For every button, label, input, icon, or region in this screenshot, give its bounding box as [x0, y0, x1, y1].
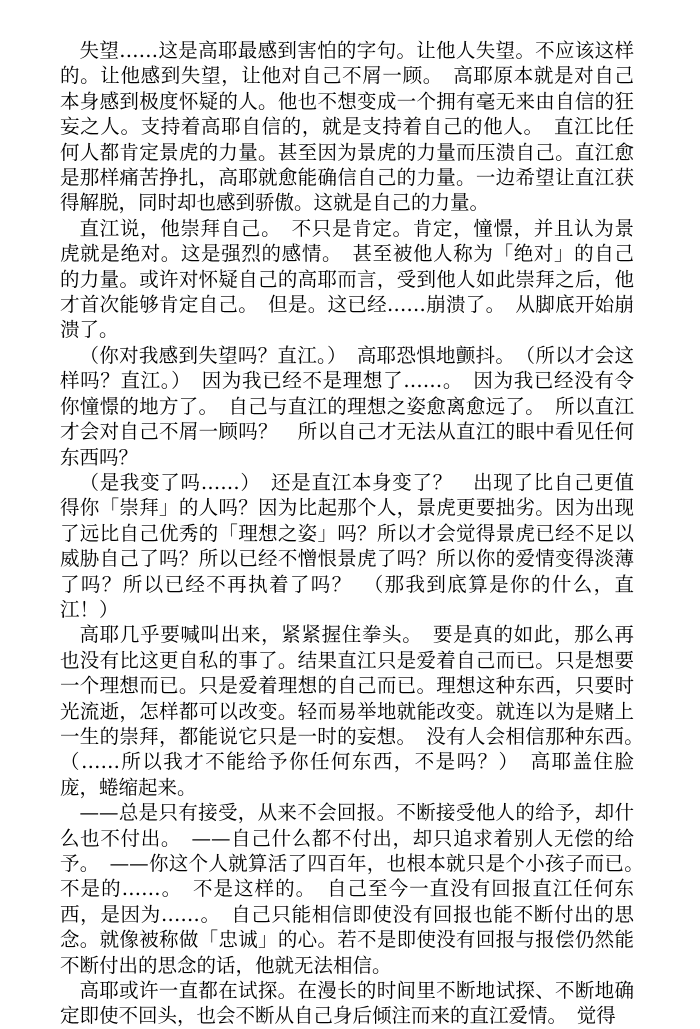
paragraph: （你对我感到失望吗？直江。） 高耶恐惧地颤抖。 （所以才会这样吗？直江。） 因为我已经不是理想了……。 因为我已经没有令你憧憬的地方了。 自己与直江的理想之姿愈离愈远了。 所以直江才会对自己不屑一顾吗？ 所以自己才无法从直江的眼中看见任何东西吗？ [60, 343, 634, 469]
paragraph: （是我变了吗……） 还是直江本身变了？ 出现了比自己更值得你「崇拜」的人吗？因为比起那个人，景虎更要拙劣。因为出现了远比自己优秀的「理想之姿」吗？所以才会觉得景虎已经不足以威胁自己了吗？所以已经不憎恨景虎了吗？所以你的爱情变得淡薄了吗？所以已经不再执着了吗？ （那我到底算是你的什么，直江！） [60, 470, 634, 621]
paragraph: ——总是只有接受，从来不会回报。不断接受他人的给予，却什么也不付出。 ——自己什么都不付出，却只追求着别人无偿的给予。 ——你这个人就算活了四百年，也根本就只是个小孩子而已。 不是的……。 不是这样的。 自己至今一直没有回报直江任何东西，是因为……。 自己只能相信即使没有回报也能不断付出的思念。就像被称做「忠诚」的心。若不是即使没有回报与报偿仍然能不断付出的思念的话，他就无法相信。 [60, 801, 654, 977]
paragraph: 直江说，他崇拜自己。 不只是肯定。肯定，憧憬，并且认为景虎就是绝对。这是强烈的感情。 甚至被他人称为「绝对」的自己的力量。或许对怀疑自己的高耶而言，受到他人如此崇拜之后，他才首次能够肯定自己。 但是。这已经……崩溃了。 从脚底开始崩溃了。 [60, 216, 634, 342]
paragraph: 高耶或许一直都在试探。在漫长的时间里不断地试探、不断地确定即使不回头，也会不断从自己身后倾注而来的直江爱情。 觉得 [60, 979, 634, 1028]
paragraph: 高耶几乎要喊叫出来，紧紧握住拳头。 要是真的如此，那么再也没有比这更自私的事了。结果直江只是爱着自己而已。只是想要一个理想而已。只是爱着理想的自己而已。理想这种东西，只要时光流逝，怎样都可以改变。轻而易举地就能改变。就连以为是赌上一生的崇拜，都能说它只是一时的妄想。 没有人会相信那种东西。 （……所以我才不能给予你任何东西，不是吗？） 高耶盖住脸庞，蜷缩起来。 [60, 623, 654, 799]
document-page [60, 38, 654, 1028]
paragraph: 失望……这是高耶最感到害怕的字句。让他人失望。不应该这样的。让他感到失望，让他对自己不屑一顾。 高耶原本就是对自己本身感到极度怀疑的人。他也不想变成一个拥有毫无来由自信的狂妄之人。支持着高耶自信的，就是支持着自己的他人。 直江比任何人都肯定景虎的力量。甚至因为景虎的力量而压溃自己。直江愈是那样痛苦挣扎，高耶就愈能确信自己的力量。一边希望让直江获得解脱，同时却也感到骄傲。这就是自己的力量。 [60, 39, 634, 215]
